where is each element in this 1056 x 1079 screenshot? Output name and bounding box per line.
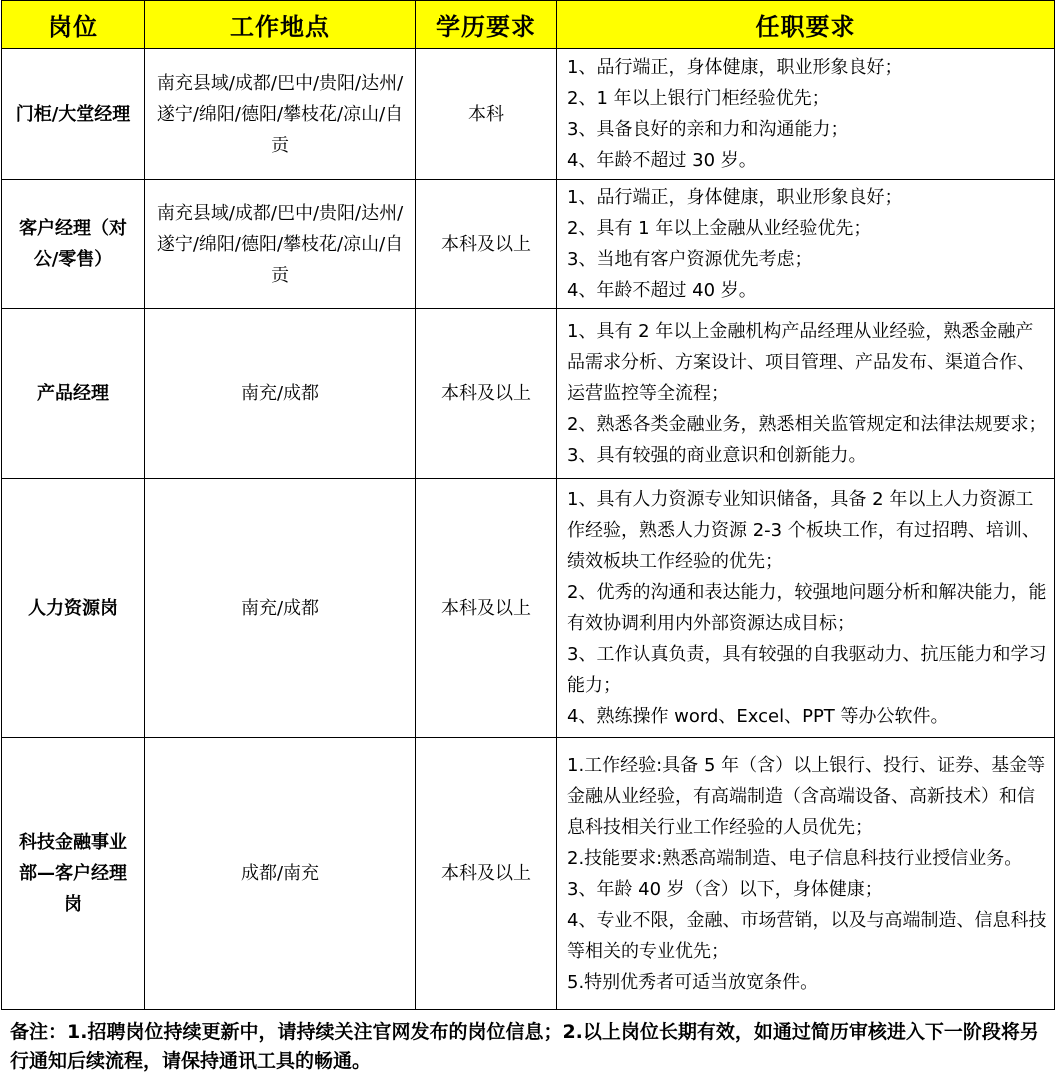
position-cell: 人力资源岗 bbox=[2, 479, 145, 738]
requirements-cell bbox=[557, 309, 1055, 479]
requirement-item: 3、当地有客户资源优先考虑； bbox=[567, 249, 813, 270]
requirement-item: 3、工作认真负责，具有较强的自我驱动力、抗压能力和学习能力； bbox=[567, 644, 1047, 696]
requirements-cell bbox=[557, 738, 1055, 1010]
education-cell: 本科及以上 bbox=[416, 180, 557, 309]
location-cell: 南充/成都 bbox=[145, 309, 416, 479]
requirements-cell bbox=[557, 479, 1055, 738]
footnote: 备注：1.招聘岗位持续更新中，请持续关注官网发布的岗位信息；2.以上岗位长期有效，如通过简历审核进入下一阶段将另行通知后续流程，请保持通讯工具的畅通。 bbox=[10, 1021, 1039, 1072]
location-cell: 南充/成都 bbox=[145, 479, 416, 738]
header-requirements: 任职要求 bbox=[557, 1, 1055, 49]
requirement-item: 3、年龄 40 岁（含）以下，身体健康； bbox=[567, 878, 883, 900]
position-cell: 客户经理（对公/零售） bbox=[2, 180, 145, 309]
requirement-item: 2、具有 1 年以上金融从业经验优先； bbox=[567, 218, 872, 239]
header-position: 岗位 bbox=[2, 1, 145, 49]
table-row bbox=[2, 309, 1055, 479]
table-row bbox=[2, 49, 1055, 180]
requirement-item: 2、优秀的沟通和表达能力，较强地问题分析和解决能力，能有效协调利用内外部资源达成目标； bbox=[567, 582, 1047, 634]
requirements-cell bbox=[557, 180, 1055, 309]
header-location: 工作地点 bbox=[145, 1, 416, 49]
table-row bbox=[2, 738, 1055, 1010]
position-cell: 科技金融事业部—客户经理岗 bbox=[2, 738, 145, 1010]
requirement-item: 1、具有 2 年以上金融机构产品经理从业经验，熟悉金融产品需求分析、方案设计、项目管理、产品发布、渠道合作、运营监控等全流程； bbox=[567, 321, 1035, 404]
education-cell: 本科及以上 bbox=[416, 479, 557, 738]
requirement-item: 2.技能要求:熟悉高端制造、电子信息科技行业授信业务。 bbox=[567, 847, 1023, 869]
requirement-item: 1、品行端正，身体健康，职业形象良好； bbox=[567, 57, 903, 78]
requirement-item: 2、熟悉各类金融业务，熟悉相关监管规定和法律法规要求； bbox=[567, 414, 1047, 435]
requirement-item: 1、品行端正，身体健康，职业形象良好； bbox=[567, 187, 903, 208]
job-table bbox=[1, 0, 1055, 1010]
requirements-cell bbox=[557, 49, 1055, 180]
location-cell: 成都/南充 bbox=[145, 738, 416, 1010]
requirement-item: 5.特别优秀者可适当放宽条件。 bbox=[567, 971, 819, 993]
requirement-item: 2、1 年以上银行门柜经验优先； bbox=[567, 88, 830, 109]
table-row bbox=[2, 479, 1055, 738]
table-row bbox=[2, 180, 1055, 309]
requirement-item: 3、具有较强的商业意识和创新能力。 bbox=[567, 445, 867, 466]
position-cell: 产品经理 bbox=[2, 309, 145, 479]
education-cell: 本科 bbox=[416, 49, 557, 180]
location-cell: 南充县域/成都/巴中/贵阳/达州/遂宁/绵阳/德阳/攀枝花/凉山/自贡 bbox=[145, 180, 416, 309]
table-header-row bbox=[2, 1, 1055, 49]
requirement-item: 1、具有人力资源专业知识储备，具备 2 年以上人力资源工作经验，熟悉人力资源 2-3 个板块工作，有过招聘、培训、绩效板块工作经验的优先； bbox=[567, 489, 1040, 572]
location-cell: 南充县域/成都/巴中/贵阳/达州/遂宁/绵阳/德阳/攀枝花/凉山/自贡 bbox=[145, 49, 416, 180]
education-cell: 本科及以上 bbox=[416, 738, 557, 1010]
education-cell: 本科及以上 bbox=[416, 309, 557, 479]
position-cell: 门柜/大堂经理 bbox=[2, 49, 145, 180]
requirement-item: 4、熟练操作 word、Excel、PPT 等办公软件。 bbox=[567, 706, 949, 727]
header-education: 学历要求 bbox=[416, 1, 557, 49]
requirement-item: 4、年龄不超过 40 岁。 bbox=[567, 280, 757, 301]
requirement-item: 1.工作经验:具备 5 年（含）以上银行、投行、证券、基金等金融从业经验，有高端制造（含高端设备、高新技术）和信息科技相关行业工作经验的人员优先； bbox=[567, 754, 1046, 838]
requirement-item: 4、年龄不超过 30 岁。 bbox=[567, 150, 757, 171]
requirement-item: 3、具备良好的亲和力和沟通能力； bbox=[567, 119, 849, 140]
requirement-item: 4、专业不限，金融、市场营销，以及与高端制造、信息科技等相关的专业优先； bbox=[567, 909, 1047, 962]
